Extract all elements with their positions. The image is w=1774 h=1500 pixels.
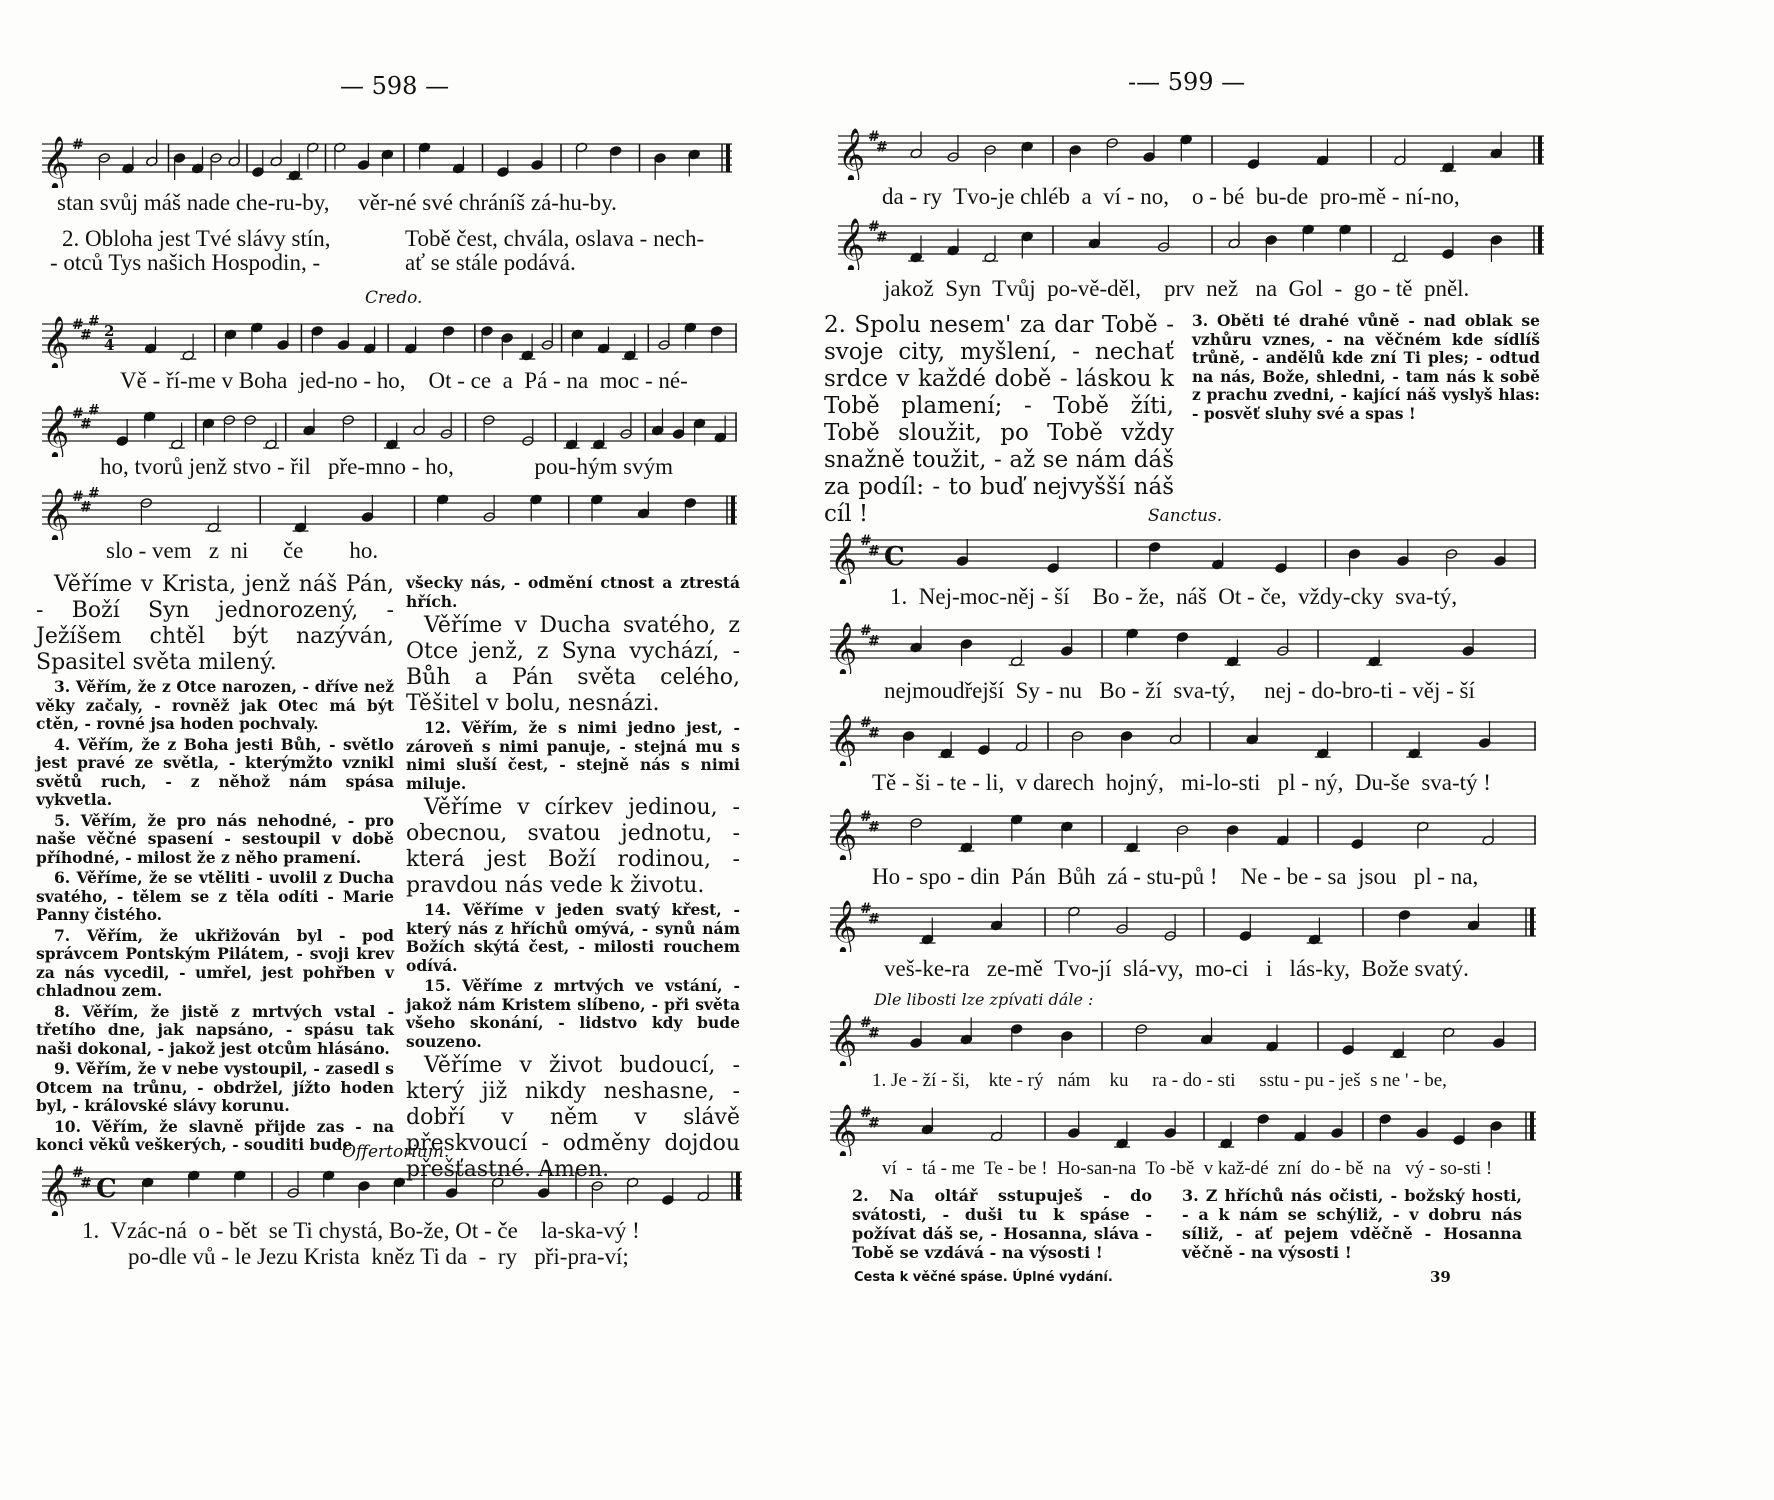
time-signature: C bbox=[884, 542, 905, 572]
text-paragraph: Věříme v život budoucí, - který již nikdy neshasne, - dobří v něm v slávě přeskvoucí - odměny dojdou přešťastné. Amen. bbox=[406, 1053, 740, 1182]
sharp-icon: # bbox=[860, 809, 872, 825]
text-paragraph: 5. Věřím, že pro nás nehodné, - pro naše věčné spasení - sestoupil v době příhodné, - milost že z něho pramení. bbox=[36, 810, 394, 867]
music-staff bbox=[830, 712, 1536, 766]
text-paragraph: 9. Věřím, že v nebe vystoupil, - zasedl s Otcem na trůnu, - obdržel, jížto hoden byl, - královské slávy korunu. bbox=[36, 1059, 394, 1115]
staff-lyrics: 1. Nej-moc-něj - ší Bo - že, náš Ot - če, vždy-cky sva-tý, bbox=[890, 584, 1458, 609]
sharp-icon: # bbox=[80, 416, 92, 433]
treble-clef-icon: 𝄞 bbox=[42, 487, 70, 540]
staff-lyrics: 1. Je - ží - ši, kte - rý nám ku ra - do - sti sstu - pu - ješ s ne ' - be, bbox=[872, 1070, 1447, 1091]
sharp-icon: # bbox=[868, 543, 880, 560]
credo-text-column-2 bbox=[406, 572, 740, 1183]
text-paragraph: 15. Věříme z mrtvých ve vstání, - jakož nám Kristem slíbeno, - při světa všeho skonání, - lidstvo kdy bude souzeno. bbox=[406, 976, 740, 1051]
sharp-icon: # bbox=[860, 715, 872, 731]
verse-line: Tobě čest, chvála, oslava - nech- bbox=[405, 226, 705, 251]
treble-clef-icon: 𝄞 bbox=[830, 621, 858, 674]
sanctus-verse-2: 2. Na oltář sstupuješ - do svátosti, - duši tu k spáse - požívat dáš se, - Hosanna, sláva - Tobě se vzdává - na výsosti ! bbox=[852, 1186, 1152, 1262]
verse-line: - otců Tys našich Hospodin, - bbox=[50, 250, 321, 275]
sharp-icon: # bbox=[72, 1165, 84, 1181]
sharp-icon: # bbox=[868, 725, 880, 742]
verse-2: 2. Spolu nesem' za dar Tobě - svoje city, myšlení, - nechať srdce v každé době - láskou k Tobě plamení; - Tobě žíti, Tobě sloužit, po Tobě vždy snažně toužit, - až se nám dáš za podíl: - to buď nejvyšší náš cíl ! bbox=[824, 312, 1174, 527]
right-page bbox=[824, 0, 1774, 1500]
sharp-icon: # bbox=[88, 486, 100, 502]
sharp-icon: # bbox=[868, 219, 880, 235]
sharp-icon: # bbox=[868, 1025, 880, 1042]
treble-clef-icon: 𝄞 bbox=[42, 135, 70, 188]
sharp-icon: # bbox=[860, 1015, 872, 1031]
sharp-icon: # bbox=[88, 403, 100, 419]
text-paragraph: všecky nás, - odmění ctnost a ztrestá hřích. bbox=[406, 573, 740, 611]
text-paragraph: 12. Věřím, že s nimi jedno jest, - zároveň s nimi panuje, - stejná mu s nimi sluší čest, - stejně nás s nimi miluje. bbox=[406, 718, 740, 793]
sharp-icon: # bbox=[860, 1105, 872, 1121]
music-staff bbox=[42, 1162, 742, 1216]
staff-lyrics: Vě - ří-me v Boha jed-no - ho, Ot - ce a Pá - na moc - né- bbox=[120, 368, 688, 393]
sharp-icon: # bbox=[876, 229, 888, 246]
staff-lyrics: nejmoudřejší Sy - nu Bo - ží sva-tý, nej - do-bro-ti - věj - ší bbox=[884, 678, 1475, 703]
left-page bbox=[0, 0, 880, 1500]
footer-book-title: Cesta k věčné spáse. Úplné vydání. bbox=[854, 1270, 1113, 1285]
music-staff bbox=[42, 486, 737, 540]
sharp-icon: # bbox=[860, 623, 872, 639]
credo-text-column-1 bbox=[36, 572, 394, 1157]
treble-clef-icon: 𝄞 bbox=[830, 1013, 858, 1066]
text-paragraph: 7. Věřím, že ukřižován byl - pod správcem Pontským Pilátem, - svoji krev za nás vycedil, - umřel, jest pohřben v chladnou zem. bbox=[36, 925, 394, 1000]
sharp-icon: # bbox=[72, 317, 84, 333]
text-paragraph: 10. Věřím, že slavně přijde zas - na konci věků veškerých, - souditi bude bbox=[36, 1116, 394, 1154]
sharp-icon: # bbox=[72, 489, 84, 505]
ad-lib-note: Dle libosti lze zpívati dále : bbox=[874, 990, 1094, 1009]
time-signature: 4 bbox=[104, 336, 115, 354]
treble-clef-icon: 𝄞 bbox=[838, 127, 866, 180]
sharp-icon: # bbox=[868, 911, 880, 928]
music-staff bbox=[830, 620, 1536, 674]
time-signature: 2 bbox=[104, 322, 115, 340]
text-paragraph: 14. Věříme v jeden svatý křest, - který nás z hříchů omývá, - synů nám Božích skýtá čest, - milosti rouchem odívá. bbox=[406, 900, 740, 975]
sharp-icon: # bbox=[860, 533, 872, 549]
music-staff bbox=[838, 216, 1544, 270]
text-paragraph: Věříme v církev jedinou, - obecnou, svatou jednotu, - která jest Boží rodinou, - pravdou nás vede k životu. bbox=[406, 795, 740, 898]
sharp-icon: # bbox=[868, 819, 880, 836]
staff-lyrics: Ho - spo - din Pán Bůh zá - stu-pů ! Ne - be - sa jsou pl - na, bbox=[872, 864, 1479, 889]
staff-lyrics: ví - tá - me Te - be ! Ho-san-na To -bě v kaž-dé zní do - bě na vý - so-sti ! bbox=[882, 1158, 1493, 1179]
verse-line: 2. Obloha jest Tvé slávy stín, bbox=[62, 226, 331, 251]
treble-clef-icon: 𝄞 bbox=[830, 899, 858, 952]
staff-lyrics: veš-ke-ra ze-mě Tvo-jí slá-vy, mo-ci i lás-ky, Bože svatý. bbox=[884, 956, 1469, 981]
treble-clef-icon: 𝄞 bbox=[838, 217, 866, 270]
sharp-icon: # bbox=[88, 314, 100, 330]
music-staff bbox=[830, 898, 1536, 952]
signature-mark: 39 bbox=[1430, 1268, 1451, 1286]
sharp-icon: # bbox=[80, 327, 92, 344]
music-staff bbox=[42, 134, 732, 188]
sharp-icon: # bbox=[72, 137, 84, 153]
staff-lyrics: da - ry Tvo-je chléb a ví - no, o - bé bu-de pro-mě - ní-no, bbox=[882, 184, 1460, 209]
treble-clef-icon: 𝄞 bbox=[42, 1163, 70, 1216]
text-paragraph: 4. Věřím, že z Boha jesti Bůh, - světlo jest pravé ze světla, - kterýmžto vznikl světů ruch, - z něhož nám spása vykvetla. bbox=[36, 734, 394, 809]
sharp-icon: # bbox=[868, 1115, 880, 1132]
section-title-credo: Credo. bbox=[365, 288, 423, 308]
music-staff bbox=[830, 1012, 1536, 1066]
treble-clef-icon: 𝄞 bbox=[830, 1103, 858, 1156]
staff-lyrics: ho, tvorů jenž stvo - řil pře-mno - ho, pou-hým svým bbox=[100, 454, 674, 479]
time-signature: C bbox=[96, 1174, 117, 1204]
staff-lyrics: Tě - ši - te - li, v darech hojný, mi-lo-sti pl - ný, Du-še sva-tý ! bbox=[872, 770, 1491, 795]
verse-line: ať se stále podává. bbox=[405, 250, 576, 275]
page-number: — 598 — bbox=[340, 72, 450, 100]
staff-lyrics: po-dle vů - le Jezu Krista kněz Ti da - ry při-pra-ví; bbox=[128, 1244, 629, 1269]
staff-lyrics: slo - vem z ni če ho. bbox=[106, 538, 379, 563]
page-number: -— 599 — bbox=[1128, 68, 1246, 96]
staff-lyrics: stan svůj máš nade che-ru-by, věr-né své chráníš zá-hu-by. bbox=[57, 190, 617, 215]
text-paragraph: 3. Věřím, že z Otce narozen, - dříve než věky začaly, - rovněž jak Otec má být ctěn, - rovné jsa hoden pochvaly. bbox=[36, 677, 394, 733]
sharp-icon: # bbox=[72, 406, 84, 422]
treble-clef-icon: 𝄞 bbox=[830, 807, 858, 860]
music-staff bbox=[42, 314, 737, 368]
sanctus-verse-3: 3. Z hříchů nás očisti, - božský hosti, - a k nám se schýliž, - v dobru nás síliž, - ať pejem vděčně - Hosanna věčně - na výsosti ! bbox=[1182, 1186, 1522, 1262]
treble-clef-icon: 𝄞 bbox=[42, 404, 70, 457]
verse-3: 3. Oběti té drahé vůně - nad oblak se vzhůru vznes, - na věčném kde sídlíš trůně, - andělů kde zní Ti ples; - odtud na nás, Bože, shledni, - tam nás k sobě z prachu zvedni, - kající náš vyslyš hlas: - posvěť sluhy své a spas ! bbox=[1192, 311, 1540, 423]
treble-clef-icon: 𝄞 bbox=[830, 713, 858, 766]
text-paragraph: Věříme v Ducha svatého, z Otce jenž, z Syna vychází, - Bůh a Pán světa celého, Těšitel v bolu, nesnázi. bbox=[406, 613, 740, 716]
sharp-icon: # bbox=[80, 499, 92, 516]
sharp-icon: # bbox=[80, 1175, 92, 1192]
section-title-sanctus: Sanctus. bbox=[1148, 506, 1223, 526]
sharp-icon: # bbox=[868, 129, 880, 145]
section-title-offertorium: Offertorium. bbox=[342, 1142, 450, 1162]
sharp-icon: # bbox=[860, 901, 872, 917]
music-staff bbox=[42, 403, 737, 457]
staff-lyrics: 1. Vzác-ná o - bět se Ti chystá, Bo-že, Ot - če la-ska-vý ! bbox=[82, 1218, 640, 1243]
music-staff bbox=[830, 1102, 1536, 1156]
text-paragraph: Věříme v Krista, jenž náš Pán, - Boží Syn jednorozený, - Ježíšem chtěl být nazýván, Spasitel světa milený. bbox=[36, 572, 394, 675]
treble-clef-icon: 𝄞 bbox=[830, 531, 858, 584]
text-paragraph: 6. Věříme, že se vtěliti - uvolil z Ducha svatého, - tělem se z těla odíti - Marie Panny čistého. bbox=[36, 868, 394, 924]
music-staff bbox=[838, 126, 1544, 180]
sharp-icon: # bbox=[868, 633, 880, 650]
staff-lyrics: jakož Syn Tvůj po-vě-děl, prv než na Gol - go - tě pněl. bbox=[884, 276, 1470, 301]
treble-clef-icon: 𝄞 bbox=[42, 315, 70, 368]
text-paragraph: 8. Věřím, že jistě z mrtvých vstal - třetího dne, jak napsáno, - spásu tak naši dokonal, - jakož jest otcům hlásáno. bbox=[36, 1001, 394, 1058]
music-staff bbox=[830, 530, 1536, 584]
sharp-icon: # bbox=[876, 139, 888, 156]
music-staff bbox=[830, 806, 1536, 860]
